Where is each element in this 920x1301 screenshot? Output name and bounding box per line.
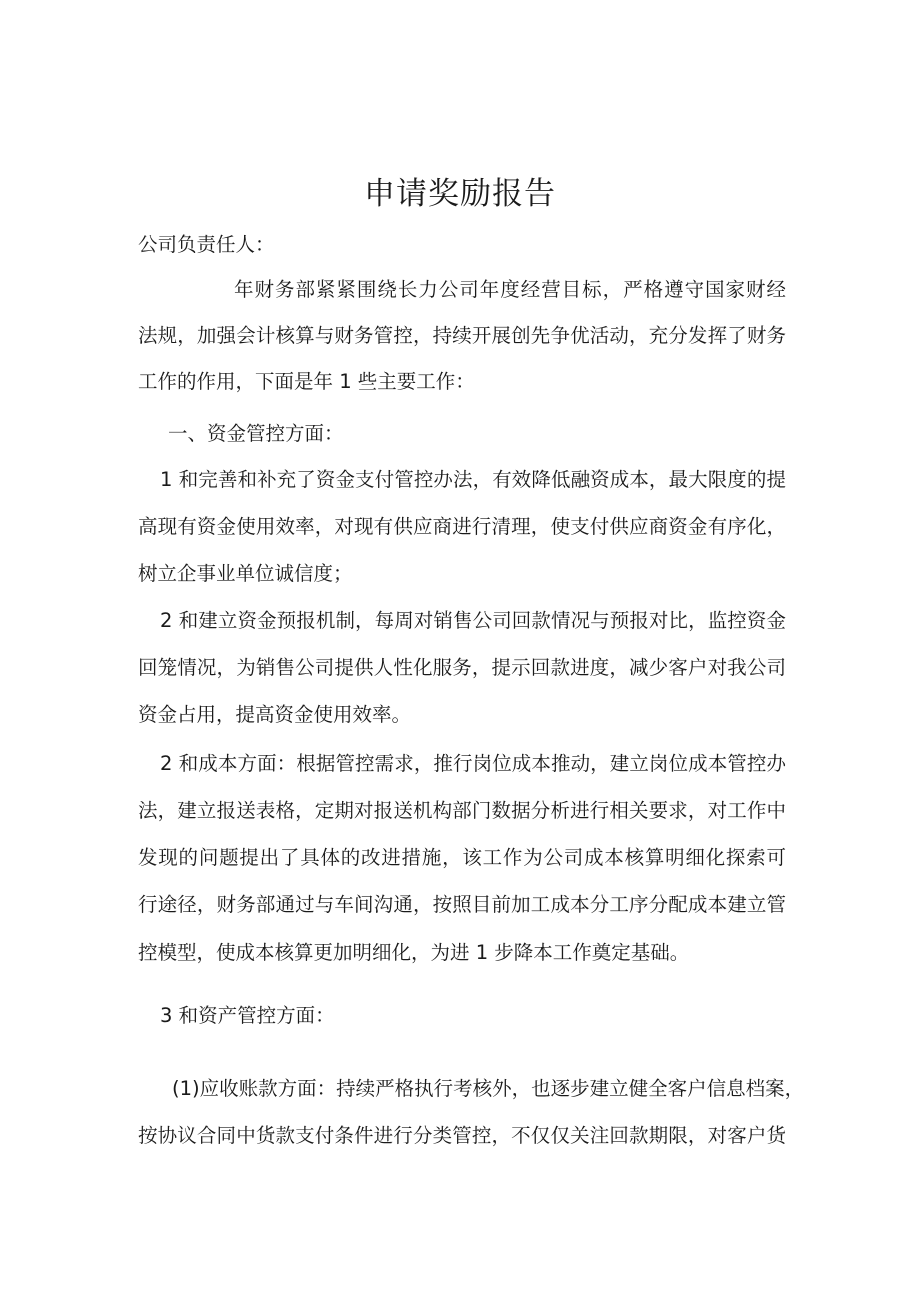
paragraph-line: 法规，加强会计核算与财务管控，持续开展创先争优活动，充分发挥了财务 [138,324,786,347]
salutation: 公司负责任人： [138,233,275,256]
paragraph-line: 工作的作用，下面是年 1 些主要工作： [138,370,475,393]
section-heading: 一、资金管控方面： [168,422,344,445]
paragraph-line: 发现的问题提出了具体的改进措施，该工作为公司成本核算明细化探索可 [138,846,786,869]
document-title: 申请奖励报告 [364,176,556,212]
paragraph-line: 高现有资金使用效率，对现有供应商进行清理，使支付供应商资金有序化， [138,515,786,538]
paragraph-line: 资金占用，提高资金使用效率。 [138,703,412,726]
paragraph-line: 法，建立报送表格，定期对报送机构部门数据分析进行相关要求，对工作中 [138,799,786,822]
paragraph-line: (1)应收账款方面：持续严格执行考核外，也逐步建立健全客户信息档案， [172,1077,805,1100]
paragraph-line: 按协议合同中货款支付条件进行分类管控，不仅仅关注回款期限，对客户货 [138,1124,786,1147]
paragraph-line: 2 和建立资金预报机制，每周对销售公司回款情况与预报对比，监控资金 [160,609,786,632]
paragraph-line: 树立企事业单位诚信度； [138,562,353,585]
paragraph-line: 行途径，财务部通过与车间沟通，按照目前加工成本分工序分配成本建立管 [138,893,786,916]
section-heading: 3 和资产管控方面： [160,1004,335,1027]
paragraph-line: 年财务部紧紧围绕长力公司年度经营目标，严格遵守国家财经 [234,278,786,301]
paragraph-line: 控模型，使成本核算更加明细化，为进 1 步降本工作奠定基础。 [138,941,690,964]
paragraph-line: 2 和成本方面：根据管控需求，推行岗位成本推动，建立岗位成本管控办 [160,752,786,775]
paragraph-line: 回笼情况，为销售公司提供人性化服务，提示回款进度，减少客户对我公司 [138,656,786,679]
paragraph-line: 1 和完善和补充了资金支付管控办法，有效降低融资成本，最大限度的提 [160,468,786,491]
